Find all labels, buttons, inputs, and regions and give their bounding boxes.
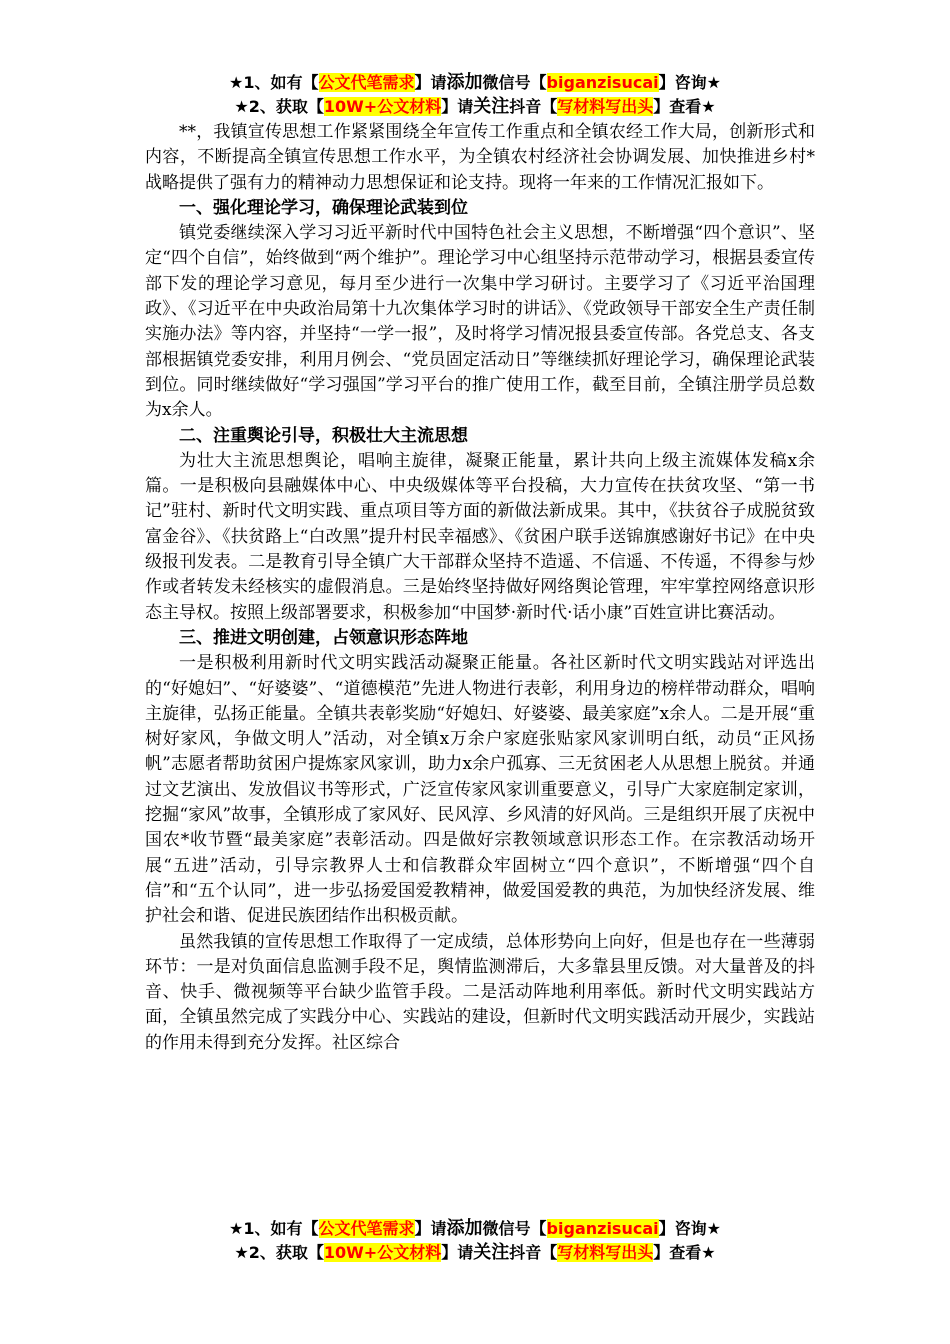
banner-prefix: ★1、如有【 [229,73,319,92]
shortcomings-paragraph: 虽然我镇的宣传思想工作取得了一定成绩，总体形势向上向好，但是也存在一些薄弱环节：一是对负面信息监测手段不足，舆情监测滞后，大多靠县里反馈。对大量普及的抖音、快手、微视频等平台缺少监管手段。二是活动阵地利用率低。新时代文明实践站方面，全镇虽然完成了实践分中心、实践站的建设，但新时代文明实践活动开展少，实践站的作用未得到充分发挥。社区综合 [145,931,815,1053]
banner-highlight-service: 公文代笔需求 [318,73,415,92]
banner-prefix: ★2、获取【 [234,1243,324,1262]
section-1-paragraph: 镇党委继续深入学习习近平新时代中国特色社会主义思想，不断增强“四个意识”、坚定“四个自信”，始终做到“两个维护”。理论学习中心组坚持示范带动学习，根据县委宣传部下发的理论学习意见，每月至少进行一次集中学习研讨。主要学习了《习近平治国理政》、《习近平在中央政治局第十九次集体学习时的讲话》、《党政领导干部安全生产责任制实施办法》等内容，并坚持“一学一报”，及时将学习情况报县委宣传部。各党总支、各支部根据镇党委安排，利用月例会、“党员固定活动日”等继续抓好理论学习，确保理论武装到位。同时继续做好“学习强国”学习平台的推广使用工作，截至目前，全镇注册学员总数为x余人。 [145,223,815,421]
section-heading-3: 三、推进文明创建，占领意识形态阵地 [179,627,468,648]
section-3-paragraph: 一是积极利用新时代文明实践活动凝聚正能量。各社区新时代文明实践站对评选出的“好媳妇”、“好婆婆”、“道德模范”先进人物进行表彰，利用身边的榜样带动群众，唱响主旋律，弘扬正能量。全镇共表彰奖励“好媳妇、好婆婆、最美家庭”x余人。二是开展“重树好家风，争做文明人”活动，对全镇x万余户家庭张贴家风家训明白纸，动员“正风扬帆”志愿者帮助贫困户提炼家风家训，助力x余户孤寡、三无贫困老人从思想上脱贫。并通过文艺演出、发放倡议书等形式，广泛宣传家风家训重要意义，引导广大家庭制定家训，挖掘“家风”故事，全镇形成了家风好、民风淳、乡风清的好风尚。三是组织开展了庆祝中国农*收节暨“最美家庭”表彰活动。四是做好宗教领域意识形态工作。在宗教活动场开展“五进”活动，引导宗教界人士和信教群众牢固树立“四个意识”，不断增强“四个自信”和“五个认同”，进一步弘扬爱国爱教精神，做爱国爱教的典范，为加快经济发展、维护社会和谐、促进民族团结作出积极贡献。 [145,653,815,927]
banner-text: 】请 [441,97,474,116]
header-banner-line-1 [0,71,950,95]
banner-prefix: ★1、如有【 [229,1219,319,1238]
section-heading-2: 二、注重舆论引导，积极壮大主流思想 [179,425,468,446]
banner-emphasis: 添加 [446,72,483,93]
banner-emphasis: 添加 [446,1218,483,1239]
banner-suffix: 】查看★ [653,97,716,116]
banner-highlight-materials: 10W+公文材料 [323,1243,442,1262]
footer-banner-line-2 [0,1241,950,1265]
banner-text: 】请 [414,73,447,92]
banner-emphasis: 关注 [473,96,510,117]
section-heading-1: 一、强化理论学习，确保理论武装到位 [179,197,468,218]
banner-text: 】请 [414,1219,447,1238]
header-banner-line-2 [0,95,950,119]
banner-text: 】请 [441,1243,474,1262]
banner-suffix: 】查看★ [653,1243,716,1262]
intro-paragraph: **，我镇宣传思想工作紧紧围绕全年宣传工作重点和全镇农经工作大局，创新形式和内容，不断提高全镇宣传思想工作水平，为全镇农村经济社会协调发展、加快推进乡村*战略提供了强有力的精神动力思想保证和论支持。现将一年来的工作情况汇报如下。 [145,122,815,193]
banner-text: 抖音【 [509,1243,558,1262]
banner-text: 微信号【 [482,1219,547,1238]
section-2-paragraph: 为壮大主流思想舆论，唱响主旋律，凝聚正能量，累计共向上级主流媒体发稿x余篇。一是积极向县融媒体中心、中央级媒体等平台投稿，大力宣传在扶贫攻坚、“第一书记”驻村、新时代文明实践、重点项目等方面的新做法新成果。其中，《扶贫谷子成脱贫致富金谷》、《扶贫路上“白改黑”提升村民幸福感》、《贫困户联手送锦旗感谢好书记》在中央级报刊发表。二是教育引导全镇广大干部群众坚持不造遥、不信遥、不传遥，不得参与炒作或者转发未经核实的虚假消息。三是始终坚持做好网络舆论管理，牢牢掌控网络意识形态主导权。按照上级部署要求，积极参加“中国梦·新时代·话小康”百姓宣讲比赛活动。 [145,450,815,623]
banner-highlight-wechat-id: biganzisucai [546,73,659,92]
banner-text: 微信号【 [482,73,547,92]
banner-highlight-douyin: 写材料写出头 [557,97,654,116]
banner-suffix: 】咨询★ [658,1219,721,1238]
banner-highlight-service: 公文代笔需求 [318,1219,415,1238]
footer-banner-line-1 [0,1217,950,1241]
document-body [145,120,815,1056]
banner-emphasis: 关注 [473,1242,510,1263]
banner-highlight-wechat-id: biganzisucai [546,1219,659,1238]
banner-suffix: 】咨询★ [658,73,721,92]
banner-text: 抖音【 [509,97,558,116]
banner-highlight-materials: 10W+公文材料 [323,97,442,116]
banner-prefix: ★2、获取【 [234,97,324,116]
banner-highlight-douyin: 写材料写出头 [557,1243,654,1262]
